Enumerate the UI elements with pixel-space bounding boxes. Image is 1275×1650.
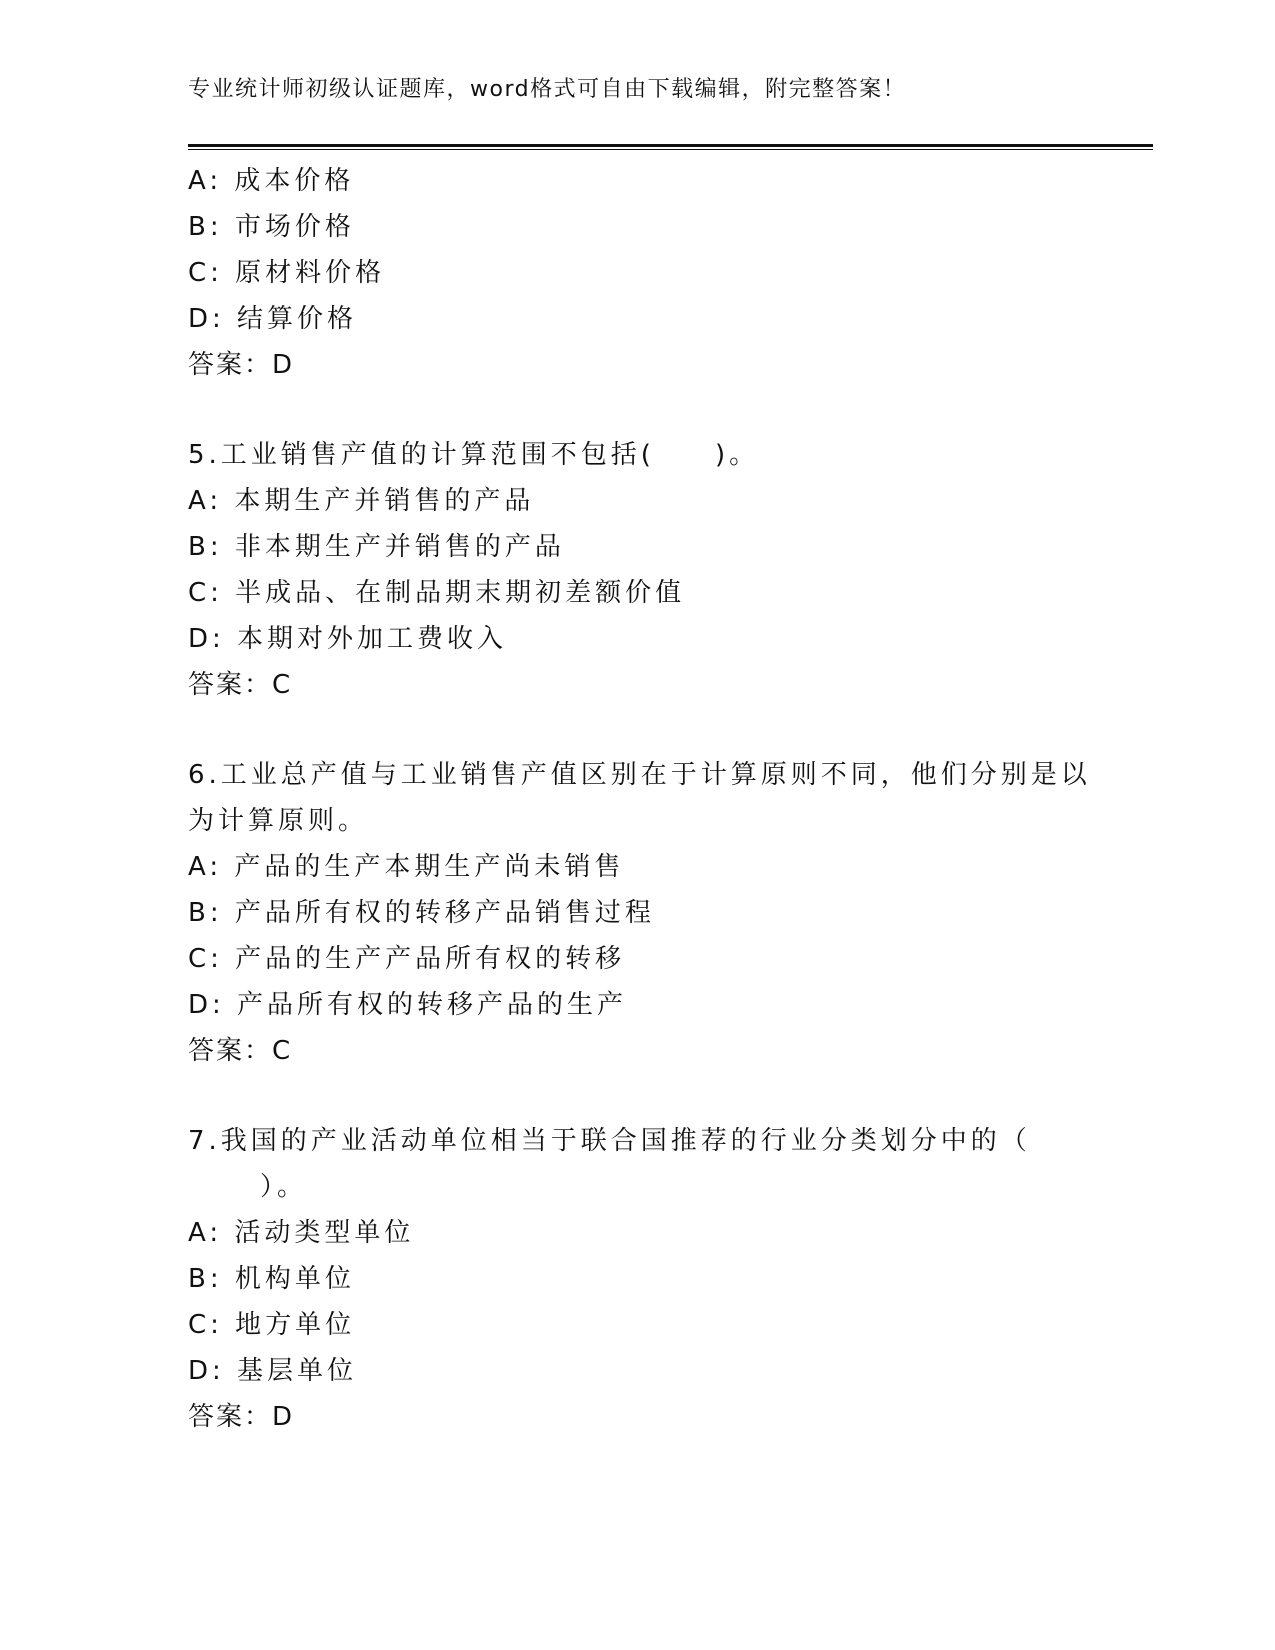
spacer	[188, 708, 1068, 752]
question-stem: 5.工业销售产值的计算范围不包括( )。	[188, 440, 760, 470]
option-d: D: 产品所有权的转移产品的生产	[188, 990, 628, 1020]
question-4-tail	[188, 158, 1068, 388]
option-c: C: 地方单位	[188, 1310, 356, 1340]
option-d: D: 结算价格	[188, 304, 358, 334]
question-content	[188, 158, 1091, 1440]
option-a: A: 产品的生产本期生产尚未销售	[188, 852, 625, 882]
option-b: B: 非本期生产并销售的产品	[188, 532, 565, 562]
option-a: A: 本期生产并销售的产品	[188, 486, 535, 516]
option-c: C: 产品的生产产品所有权的转移	[188, 944, 626, 974]
question-7	[188, 1118, 1068, 1440]
question-5	[188, 432, 1068, 708]
question-stem-line-2: 为计算原则。	[188, 806, 369, 836]
question-stem-line-1: 6.工业总产值与工业销售产值区别在于计算原则不同，他们分别是以	[188, 760, 1091, 790]
option-a: A: 活动类型单位	[188, 1218, 415, 1248]
option-c: C: 原材料价格	[188, 258, 386, 288]
question-stem-line-2: ）。	[260, 1172, 308, 1202]
spacer	[188, 1074, 1068, 1118]
option-b: B: 产品所有权的转移产品销售过程	[188, 898, 655, 928]
answer: 答案：C	[188, 670, 293, 700]
answer: 答案：C	[188, 1036, 293, 1066]
question-6	[188, 752, 1091, 1074]
spacer	[188, 388, 1068, 432]
answer: 答案：D	[188, 1402, 295, 1432]
option-d: D: 本期对外加工费收入	[188, 624, 508, 654]
answer: 答案：D	[188, 350, 295, 380]
option-a: A: 成本价格	[188, 166, 355, 196]
page-header: 专业统计师初级认证题库，word格式可自由下载编辑，附完整答案！	[188, 77, 907, 102]
question-stem-line-1: 7.我国的产业活动单位相当于联合国推荐的行业分类划分中的（	[188, 1126, 1031, 1156]
option-c: C: 半成品、在制品期末期初差额价值	[188, 578, 686, 608]
option-b: B: 机构单位	[188, 1264, 355, 1294]
header-rule-thick	[188, 144, 1153, 147]
header-rule-thin	[188, 149, 1153, 150]
option-b: B: 市场价格	[188, 212, 355, 242]
option-d: D: 基层单位	[188, 1356, 358, 1386]
